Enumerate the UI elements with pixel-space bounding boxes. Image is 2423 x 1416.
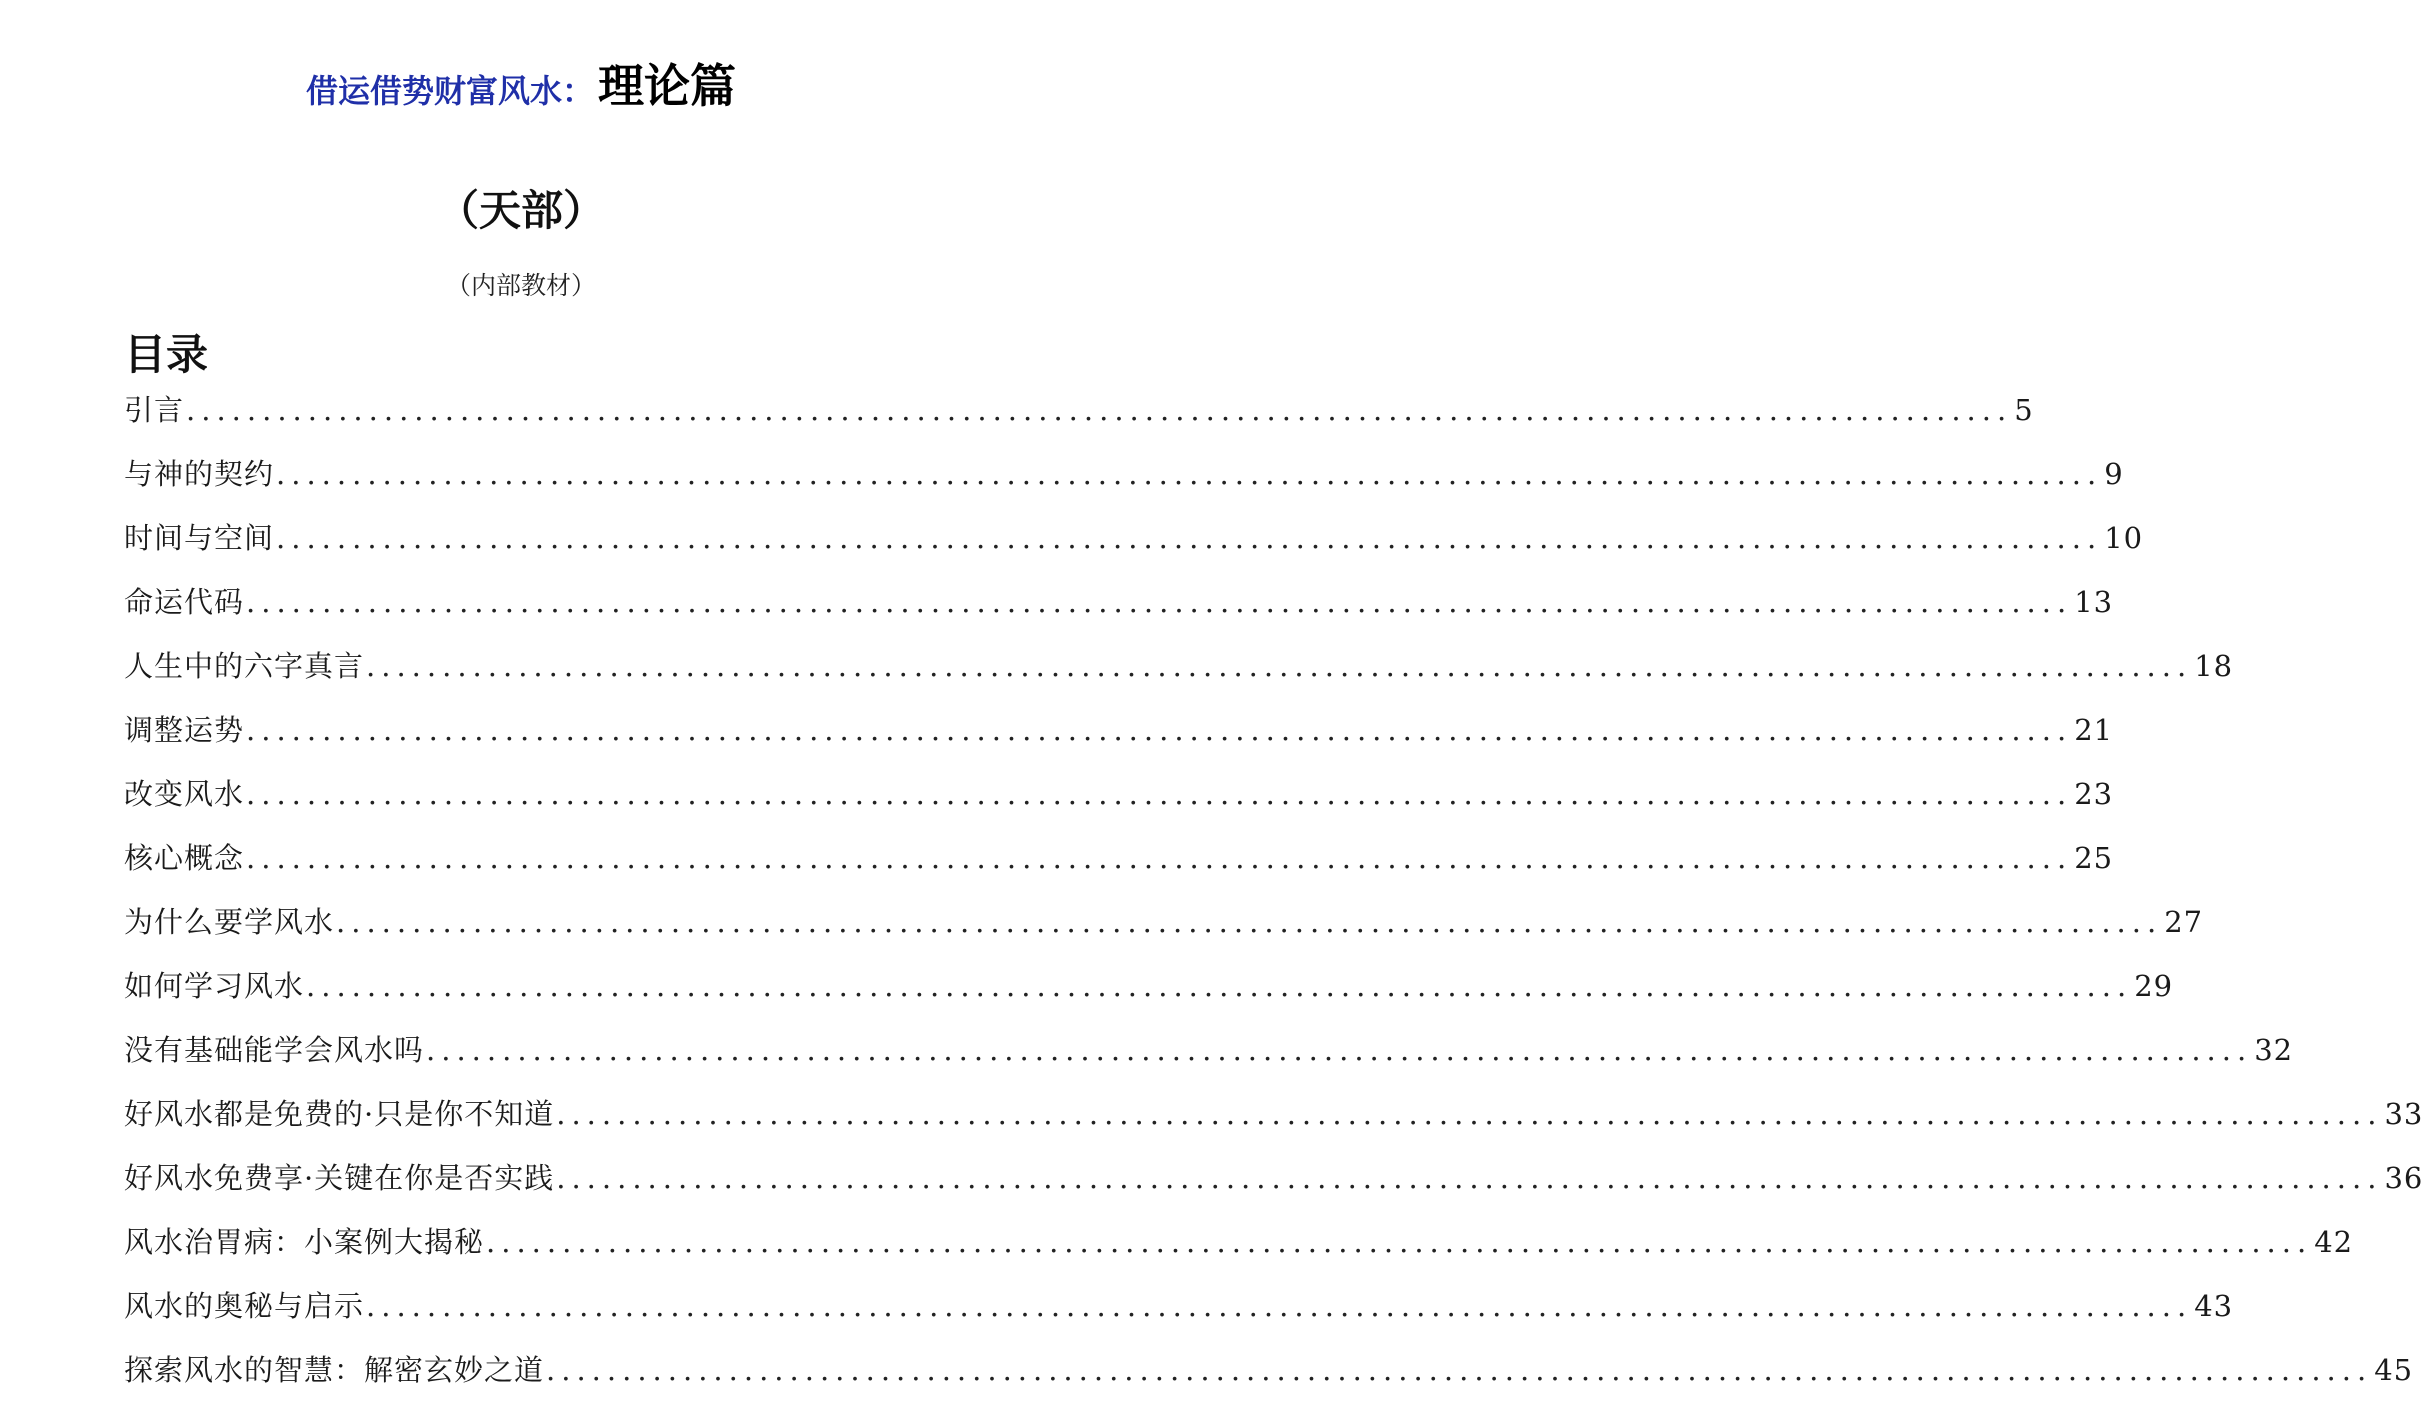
toc-dot-leader: ........................................................................................................................: [246, 713, 2073, 747]
toc-dot-leader: ........................................................................................................................: [366, 649, 2193, 683]
toc-entry-title: 如何学习风水: [124, 969, 305, 1003]
toc-entry[interactable]: [124, 516, 2144, 580]
toc-entry-page: 27: [2164, 905, 2204, 939]
toc-entry-page: 42: [2314, 1225, 2354, 1259]
subtitle: （内部教材）: [445, 271, 596, 300]
toc-entry[interactable]: [124, 900, 2204, 964]
toc-entry-title: 命运代码: [124, 585, 245, 619]
toc-entry[interactable]: [124, 772, 2114, 836]
toc-entry[interactable]: [124, 580, 2114, 644]
toc-dot-leader: ........................................................................................................................: [246, 777, 2073, 811]
toc-entry-title: 好风水免费享·关键在你是否实践: [124, 1161, 555, 1195]
toc-entry-page: 10: [2104, 521, 2144, 555]
toc-dot-leader: ........................................................................................................................: [306, 969, 2133, 1003]
toc-entry[interactable]: [124, 1092, 2423, 1156]
toc-dot-leader: ........................................................................................................................: [546, 1353, 2373, 1387]
toc-entry-page: 32: [2254, 1033, 2294, 1067]
toc-entry-title: 风水治胃病：小案例大揭秘: [124, 1225, 485, 1259]
title-series: 借运借势财富风水：: [305, 72, 594, 110]
toc-heading: 目录: [124, 330, 209, 379]
toc-entry-page: 36: [2384, 1161, 2423, 1195]
toc-entry-page: 33: [2384, 1097, 2423, 1131]
toc-entry-page: 13: [2074, 585, 2114, 619]
toc-entry[interactable]: [124, 1028, 2294, 1092]
toc-dot-leader: ........................................................................................................................: [426, 1033, 2253, 1067]
toc-entry[interactable]: [124, 452, 2124, 516]
toc-entry[interactable]: [124, 388, 2034, 452]
toc-entry-page: 45: [2374, 1353, 2414, 1387]
toc-entry-title: 引言: [124, 393, 185, 427]
toc-entry[interactable]: [124, 1156, 2423, 1220]
toc-entry-title: 没有基础能学会风水吗: [124, 1033, 425, 1067]
toc-dot-leader: ........................................................................................................................: [276, 457, 2103, 491]
toc-entry-page: 29: [2134, 969, 2174, 1003]
table-of-contents: [124, 388, 2423, 1412]
toc-dot-leader: ........................................................................................................................: [366, 1289, 2193, 1323]
toc-entry[interactable]: [124, 644, 2234, 708]
toc-entry-page: 25: [2074, 841, 2114, 875]
toc-entry[interactable]: [124, 964, 2174, 1028]
toc-entry-title: 探索风水的智慧：解密玄妙之道: [124, 1353, 545, 1387]
toc-dot-leader: ........................................................................................................................: [186, 393, 2013, 427]
toc-entry-title: 时间与空间: [124, 521, 275, 555]
title-volume: 理论篇: [598, 59, 736, 113]
toc-entry[interactable]: [124, 1348, 2414, 1412]
toc-entry-title: 与神的契约: [124, 457, 275, 491]
toc-entry[interactable]: [124, 708, 2114, 772]
toc-entry-title: 为什么要学风水: [124, 905, 335, 939]
toc-entry-title: 风水的奥秘与启示: [124, 1289, 365, 1323]
toc-dot-leader: ........................................................................................................................: [276, 521, 2103, 555]
document-title: [0, 50, 1042, 116]
toc-entry-title: 好风水都是免费的·只是你不知道: [124, 1097, 555, 1131]
toc-entry-title: 改变风水: [124, 777, 245, 811]
toc-entry-page: 21: [2074, 713, 2114, 747]
toc-dot-leader: ........................................................................................................................: [246, 585, 2073, 619]
toc-dot-leader: ........................................................................................................................: [336, 905, 2163, 939]
toc-entry-page: 43: [2194, 1289, 2234, 1323]
toc-entry[interactable]: [124, 1220, 2354, 1284]
toc-entry[interactable]: [124, 1284, 2234, 1348]
toc-entry-title: 调整运势: [124, 713, 245, 747]
toc-dot-leader: ........................................................................................................................: [556, 1097, 2383, 1131]
toc-dot-leader: ........................................................................................................................: [486, 1225, 2313, 1259]
part-label: （天部）: [436, 186, 605, 235]
toc-entry-page: 9: [2104, 457, 2124, 491]
toc-entry-page: 5: [2014, 393, 2034, 427]
toc-entry-page: 23: [2074, 777, 2114, 811]
toc-entry-title: 核心概念: [124, 841, 245, 875]
toc-entry-page: 18: [2194, 649, 2234, 683]
toc-entry[interactable]: [124, 836, 2114, 900]
toc-dot-leader: ........................................................................................................................: [556, 1161, 2383, 1195]
toc-entry-title: 人生中的六字真言: [124, 649, 365, 683]
toc-dot-leader: ........................................................................................................................: [246, 841, 2073, 875]
